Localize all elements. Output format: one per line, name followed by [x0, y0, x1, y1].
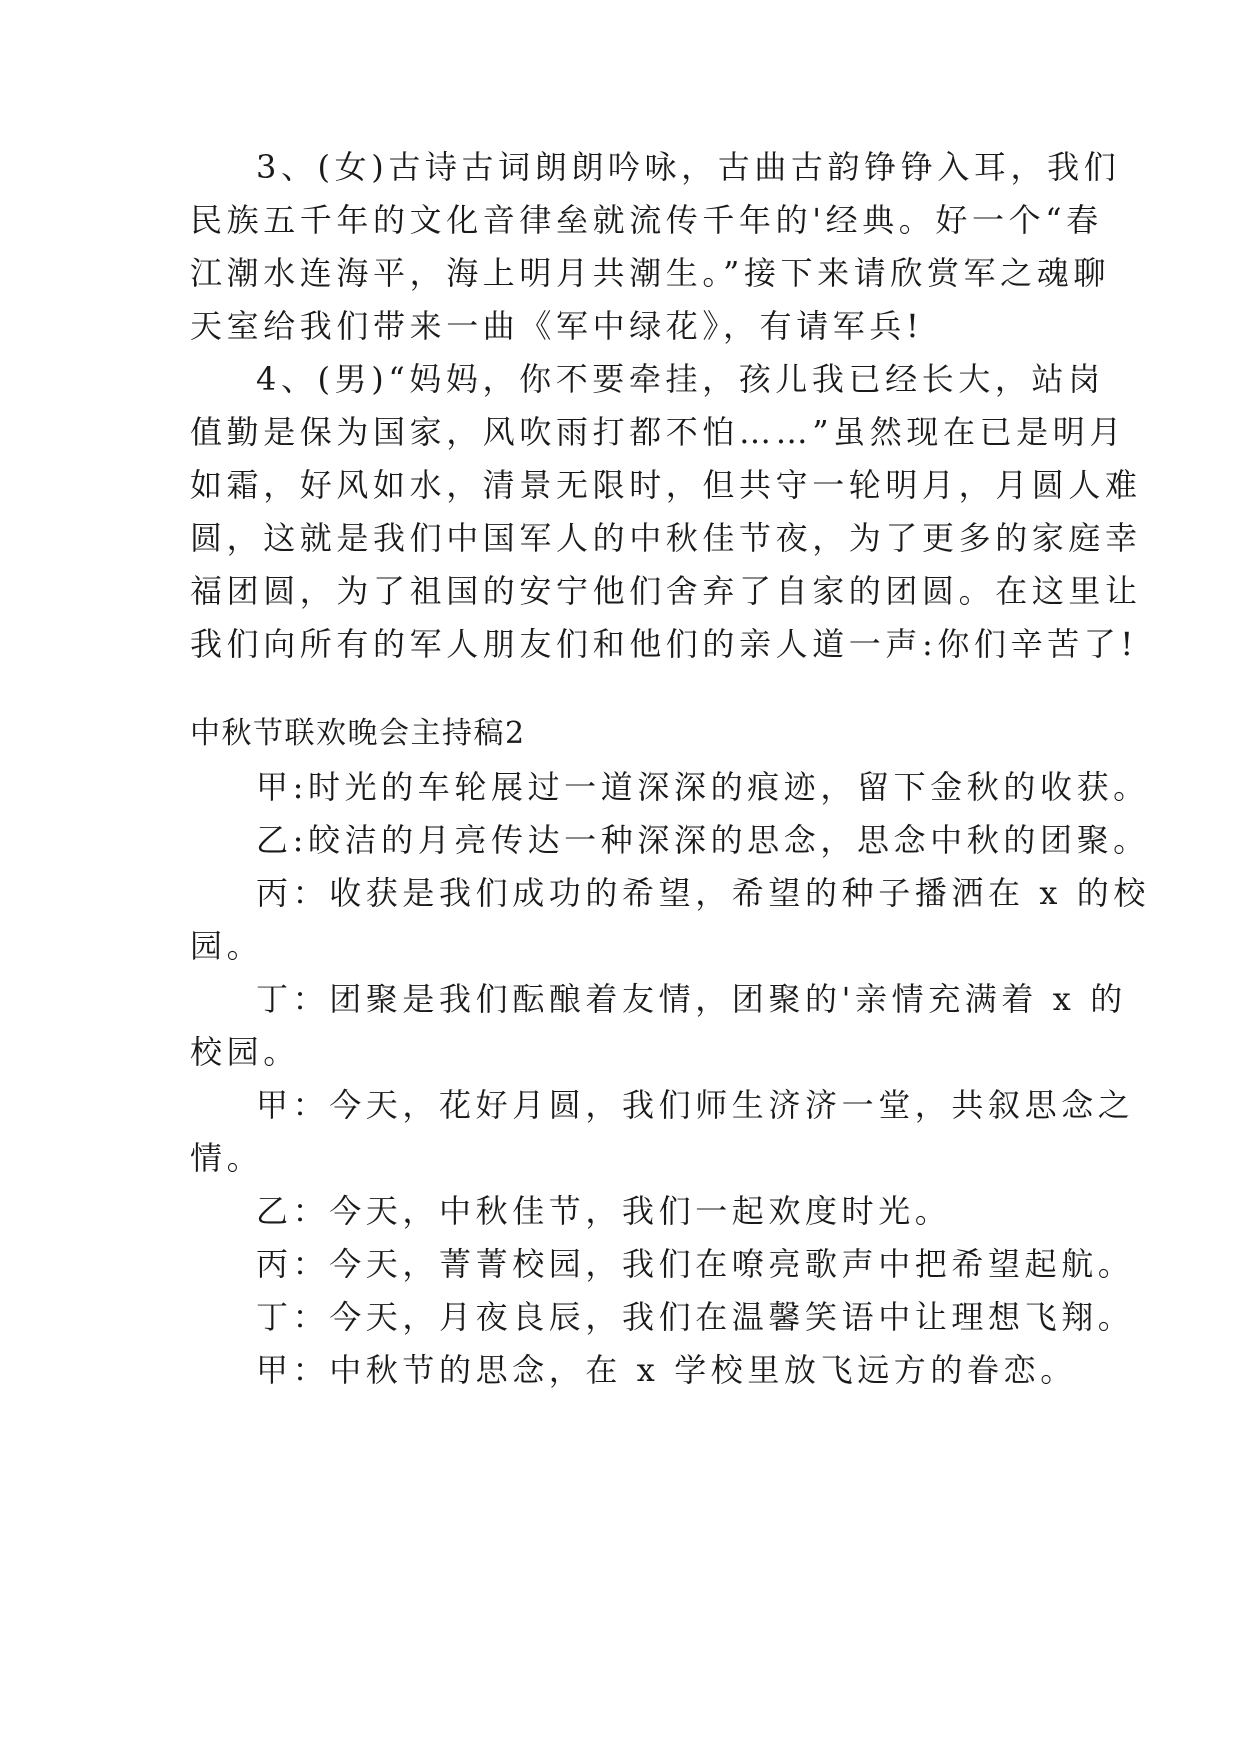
para3-line4: 天室给我们带来一曲《军中绿花》，有请军兵! — [190, 307, 924, 345]
dialogue-line-continuation: 园。 — [190, 927, 264, 965]
para4-line3: 如霜，好风如水，清景无限时，但共守一轮明月，月圆人难 — [190, 466, 1142, 504]
para3-line3: 江潮水连海平，海上明月共潮生。”接下来请欣赏军之魂聊 — [190, 254, 1110, 292]
dialogue-line-continuation: 校园。 — [190, 1033, 300, 1071]
dialogue-line: 乙：今天，中秋佳节，我们一起欢度时光。 — [256, 1192, 952, 1230]
dialogue-line-continuation: 情。 — [190, 1139, 264, 1177]
para4-line6: 我们向所有的军人朋友们和他们的亲人道一声:你们辛苦了! — [190, 625, 1138, 663]
dialogue-line: 乙:皎洁的月亮传达一种深深的思念，思念中秋的团聚。 — [256, 821, 1150, 859]
dialogue-line: 丙：收获是我们成功的希望，希望的种子播洒在 x 的校 — [256, 874, 1150, 912]
para3-line2: 民族五千年的文化音律垒就流传千年的'经典。好一个“春 — [190, 201, 1103, 239]
para4-line4: 圆，这就是我们中国军人的中秋佳节夜，为了更多的家庭幸 — [190, 519, 1142, 557]
para3-line1: 3、(女)古诗古词朗朗吟咏，古曲古韵铮铮入耳，我们 — [256, 148, 1121, 186]
dialogue-line: 丁：今天，月夜良辰，我们在温馨笑语中让理想飞翔。 — [256, 1298, 1135, 1336]
para4-line2: 值勤是保为国家，风吹雨打都不怕……”虽然现在已是明月 — [190, 413, 1126, 451]
dialogue-line: 甲：今天，花好月圆，我们师生济济一堂，共叙思念之 — [256, 1086, 1135, 1124]
dialogue-line: 甲:时光的车轮展过一道深深的痕迹，留下金秋的收获。 — [256, 768, 1150, 806]
dialogue-line: 丙：今天，菁菁校园，我们在嘹亮歌声中把希望起航。 — [256, 1245, 1135, 1283]
dialogue-line: 甲：中秋节的思念，在 x 学校里放飞远方的眷恋。 — [256, 1351, 1077, 1389]
dialogue-line: 丁：团聚是我们酝酿着友情，团聚的'亲情充满着 x 的 — [256, 980, 1127, 1018]
para4-line1: 4、(男)“妈妈，你不要牵挂，孩儿我已经长大，站岗 — [256, 360, 1105, 398]
para4-line5: 福团圆，为了祖国的安宁他们舍弃了自家的团圆。在这里让 — [190, 572, 1142, 610]
section-heading: 中秋节联欢晚会主持稿2 — [190, 716, 526, 751]
